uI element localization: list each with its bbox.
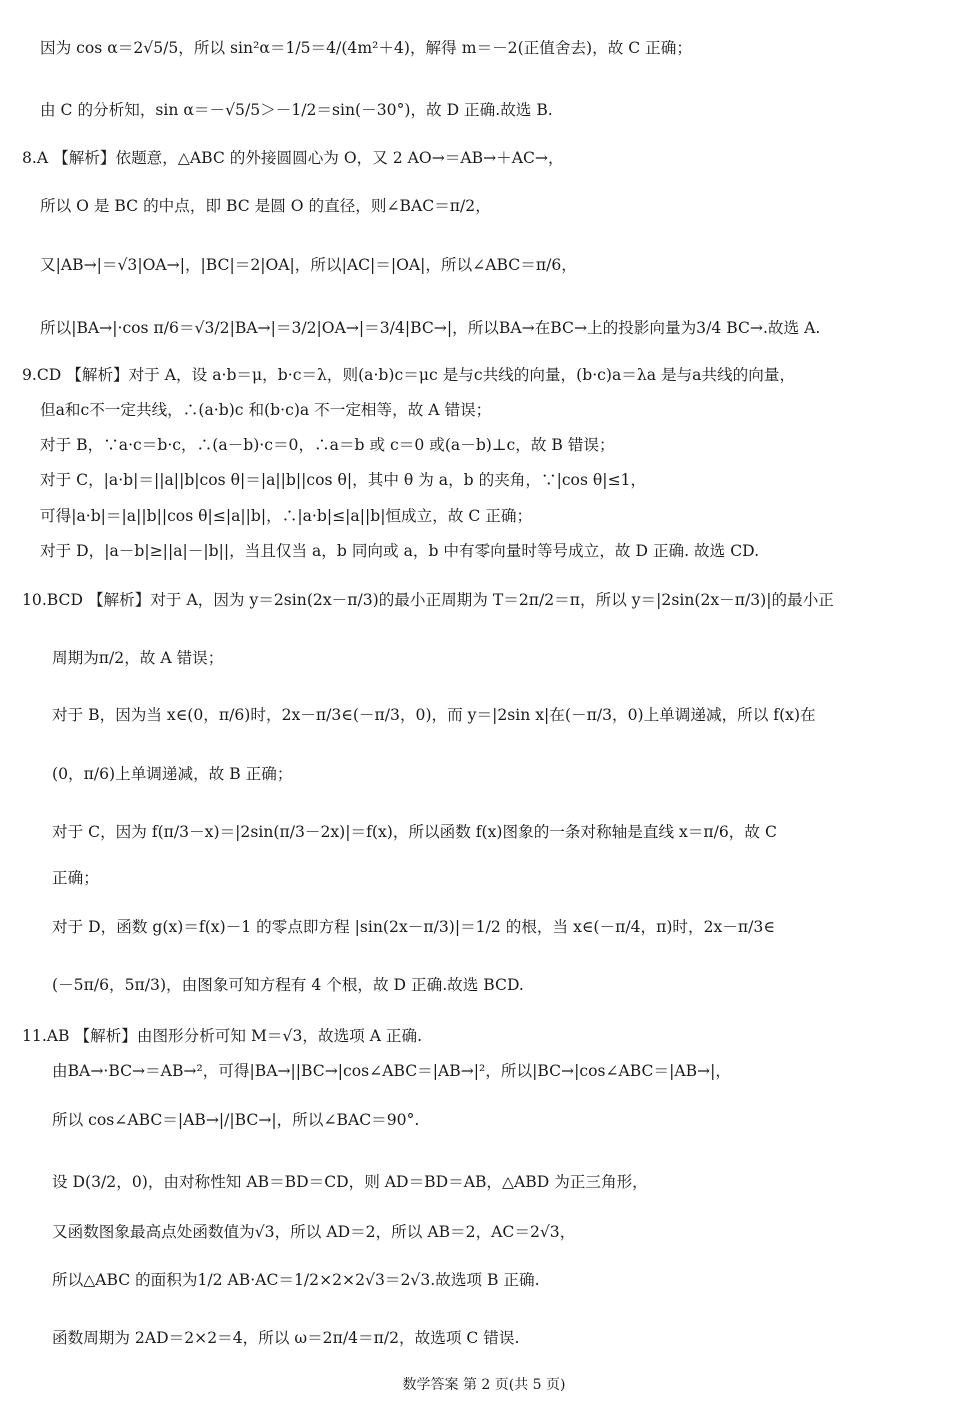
text-line: 10.BCD 【解析】对于 A，因为 y＝2sin(2x－π/3)的最小正周期为 T＝2π/2＝π，所以 y＝|2sin(2x－π/3)|的最小正 xyxy=(22,591,834,609)
text-line: 周期为π/2，故 A 错误； xyxy=(52,649,224,667)
page-footer: 数学答案 第 2 页(共 5 页) xyxy=(402,1377,566,1393)
text-line: 所以|BA→|·cos π/6＝√3/2|BA→|＝3/2|OA→|＝3/4|BC→|，所以BA→在BC→上的投影向量为3/4 BC→.故选 A. xyxy=(40,319,821,337)
text-line: 8.A 【解析】依题意，△ABC 的外接圆圆心为 O，又 2 AO→＝AB→＋AC→， xyxy=(22,149,564,167)
text-line: 对于 D，函数 g(x)＝f(x)－1 的零点即方程 |sin(2x－π/3)|＝1/2 的根，当 x∈(－π/4，π)时，2x－π/3∈ xyxy=(52,918,775,936)
text-line: (0，π/6)上单调递减，故 B 正确； xyxy=(52,765,293,783)
text-line: 又|AB→|＝√3|OA→|，|BC|＝2|OA|，所以|AC|＝|OA|，所以∠ABC＝π/6， xyxy=(40,256,577,274)
text-line: 对于 D，|a－b|≥||a|－|b||，当且仅当 a，b 同向或 a，b 中有零向量时等号成立，故 D 正确. 故选 CD. xyxy=(40,542,760,560)
text-line: 9.CD 【解析】对于 A，设 a·b＝μ，b·c＝λ，则(a·b)c＝μc 是与c共线的向量，(b·c)a＝λa 是与a共线的向量， xyxy=(22,366,796,384)
text-line: 所以 cos∠ABC＝|AB→|/|BC→|，所以∠BAC＝90°. xyxy=(52,1111,420,1129)
text-line: (－5π/6，5π/3)，由图象可知方程有 4 个根，故 D 正确.故选 BCD. xyxy=(52,976,524,994)
text-line: 对于 C，|a·b|＝||a||b|cos θ|＝|a||b||cos θ|，其中 θ 为 a，b 的夹角，∵|cos θ|≤1， xyxy=(40,471,647,489)
text-line: 正确； xyxy=(52,869,99,887)
text-line: 由BA→·BC→＝AB→²，可得|BA→||BC→|cos∠ABC＝|AB→|²，所以|BC→|cos∠ABC＝|AB→|， xyxy=(52,1062,731,1080)
text-line: 所以△ABC 的面积为1/2 AB·AC＝1/2×2×2√3＝2√3.故选项 B 正确. xyxy=(52,1271,540,1289)
text-line: 又函数图象最高点处函数值为√3，所以 AD＝2，所以 AB＝2，AC＝2√3， xyxy=(52,1223,576,1241)
text-line: 可得|a·b|＝|a||b||cos θ|≤|a||b|，∴|a·b|≤|a||b|恒成立，故 C 正确； xyxy=(40,507,533,525)
text-line: 对于 B，∵a·c＝b·c，∴(a－b)·c＝0，∴a＝b 或 c＝0 或(a－b)⊥c，故 B 错误； xyxy=(40,436,615,454)
text-line: 但a和c不一定共线，∴(a·b)c 和(b·c)a 不一定相等，故 A 错误； xyxy=(40,401,492,419)
text-line: 对于 C，因为 f(π/3－x)＝|2sin(π/3－2x)|＝f(x)，所以函数 f(x)图象的一条对称轴是直线 x＝π/6，故 C xyxy=(52,823,777,841)
text-line: 对于 B，因为当 x∈(0，π/6)时，2x－π/3∈(－π/3，0)，而 y＝|2sin x|在(－π/3，0)上单调递减，所以 f(x)在 xyxy=(52,706,816,724)
text-line: 由 C 的分析知，sin α＝－√5/5＞－1/2＝sin(－30°)，故 D 正确.故选 B. xyxy=(40,101,553,119)
text-line: 函数周期为 2AD＝2×2＝4，所以 ω＝2π/4＝π/2，故选项 C 错误. xyxy=(52,1329,520,1347)
text-line: 11.AB 【解析】由图形分析可知 M＝√3，故选项 A 正确. xyxy=(22,1027,423,1045)
text-line: 因为 cos α＝2√5/5，所以 sin²α＝1/5＝4/(4m²＋4)，解得 m＝－2(正值舍去)，故 C 正确； xyxy=(40,39,692,57)
text-line: 设 D(3/2，0)，由对称性知 AB＝BD＝CD，则 AD＝BD＝AB，△ABD 为正三角形， xyxy=(52,1173,648,1191)
text-line: 所以 O 是 BC 的中点，即 BC 是圆 O 的直径，则∠BAC＝π/2， xyxy=(40,197,491,215)
